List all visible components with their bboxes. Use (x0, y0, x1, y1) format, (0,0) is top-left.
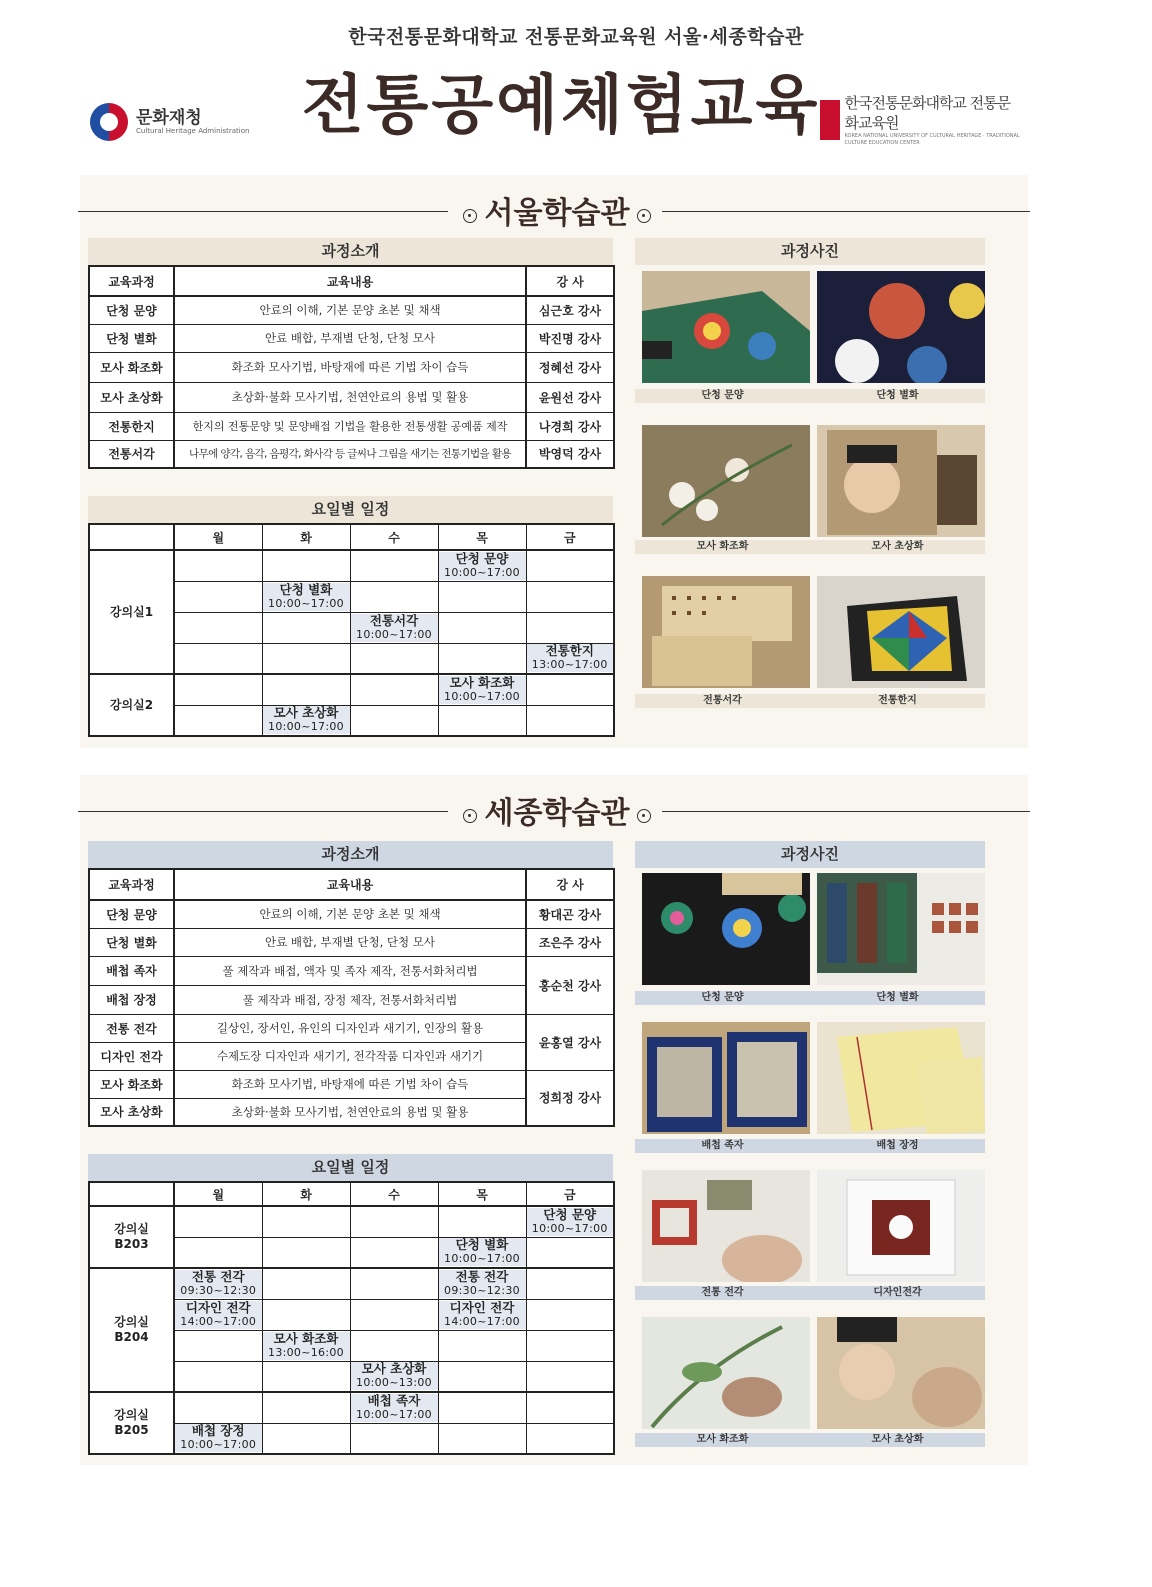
day-header: 수 (350, 1182, 438, 1206)
course-content: 나무에 양각, 음각, 음평각, 화사각 등 글씨나 그림을 새기는 전통기법을 활용 (174, 440, 526, 468)
table-row (89, 382, 614, 412)
table-row (89, 1392, 614, 1423)
course-intro-heading: 과정소개 (88, 238, 613, 265)
course-teacher: 윤원선 강사 (526, 382, 614, 412)
course-content: 초상화·불화 모사기법, 천연안료의 용법 및 활용 (174, 382, 526, 412)
photo-minhwa-flowers (642, 425, 810, 537)
photo-portrait (817, 425, 985, 537)
schedule-heading: 요일별 일정 (88, 496, 613, 523)
photo-caption: 모사 화조화 (635, 540, 810, 554)
photo-dancheong-byeolhwa (817, 271, 985, 383)
knuch-logo-text: 한국전통문화대학교 전통문화교육원 (844, 94, 1011, 132)
section-title: 서울학습관 (484, 196, 630, 231)
course-name: 단청 문양 (89, 296, 174, 324)
column-header: 강 사 (526, 869, 614, 900)
photo-caption: 배첩 장정 (810, 1139, 985, 1153)
photo-design-jeongak (817, 1170, 985, 1282)
course-name: 모사 초상화 (89, 382, 174, 412)
sejong-course-table (88, 868, 615, 1127)
photo-caption: 단청 별화 (810, 389, 985, 403)
column-header: 교육내용 (174, 869, 526, 900)
schedule-event: 모사 초상화 10:00~17:00 (262, 706, 350, 734)
table-row (89, 1070, 614, 1098)
course-content: 안료 배합, 부재별 단청, 단청 모사 (174, 928, 526, 956)
divider (662, 811, 1030, 812)
day-header: 금 (526, 1182, 614, 1206)
course-name: 배첩 족자 (89, 956, 174, 985)
course-content: 수제도장 디자인과 새기기, 전각작품 디자인과 새기기 (174, 1042, 526, 1070)
knuch-logo (820, 94, 1020, 146)
page-title: 전통공예체험교육 (301, 69, 821, 143)
schedule-event: 디자인 전각 14:00~17:00 (174, 1301, 262, 1329)
photo-hanji (817, 576, 985, 688)
day-header: 월 (174, 524, 262, 550)
schedule-event: 전통 전각 09:30~12:30 (438, 1270, 526, 1298)
table-header-row (89, 524, 614, 550)
course-teacher: 나경희 강사 (526, 412, 614, 440)
seoul-section-header (80, 183, 1028, 233)
schedule-event: 전통한지 13:00~17:00 (526, 644, 614, 672)
room-label: 강의실 B203 (89, 1206, 174, 1268)
table-row (89, 296, 614, 324)
photo-caption: 전통서각 (635, 694, 810, 708)
course-name: 단청 별화 (89, 928, 174, 956)
divider (662, 211, 1030, 212)
day-header: 목 (438, 524, 526, 550)
day-header: 목 (438, 1182, 526, 1206)
course-teacher: 조은주 강사 (526, 928, 614, 956)
table-row (89, 324, 614, 352)
photo-caption: 단청 별화 (810, 991, 985, 1005)
schedule-event: 모사 화조화 10:00~17:00 (438, 676, 526, 704)
photo-dancheong-byeolhwa (817, 873, 985, 985)
table-row (89, 956, 614, 985)
course-name: 모사 화조화 (89, 1070, 174, 1098)
table-row (89, 1206, 614, 1237)
header-subtitle: 한국전통문화대학교 전통문화교육원 서울·세종학습관 (348, 26, 804, 48)
course-photos-heading: 과정사진 (635, 238, 985, 265)
course-name: 모사 초상화 (89, 1098, 174, 1126)
photo-portrait (817, 1317, 985, 1429)
course-teacher: 정혜선 강사 (526, 352, 614, 382)
column-header: 교육내용 (174, 266, 526, 296)
room-label: 강의실 B205 (89, 1392, 174, 1454)
table-row (89, 928, 614, 956)
sejong-schedule-table (88, 1181, 615, 1455)
table-row (89, 412, 614, 440)
photo-caption: 디자인전각 (810, 1286, 985, 1300)
photo-baecheop-jangjeong (817, 1022, 985, 1134)
course-content: 한지의 전통문양 및 문양배접 기법을 활용한 전통생활 공예품 제작 (174, 412, 526, 440)
bullet-icon (637, 209, 651, 223)
seoul-section (80, 175, 1028, 748)
course-content: 길상인, 장서인, 유인의 디자인과 새기기, 인장의 활용 (174, 1014, 526, 1042)
course-name: 배첩 장정 (89, 985, 174, 1014)
photo-caption: 단청 문양 (635, 389, 810, 403)
course-content: 안료의 이해, 기본 문양 초본 및 채색 (174, 900, 526, 928)
photo-caption: 배첩 족자 (635, 1139, 810, 1153)
course-name: 디자인 전각 (89, 1042, 174, 1070)
course-name: 모사 화조화 (89, 352, 174, 382)
sejong-section-header (80, 783, 1028, 833)
course-teacher: 정희정 강사 (526, 1070, 614, 1126)
table-row (89, 550, 614, 581)
knuch-seal-icon (820, 100, 840, 140)
photo-dancheong-pattern (642, 873, 810, 985)
section-title: 세종학습관 (484, 796, 630, 831)
photo-caption: 모사 초상화 (810, 1433, 985, 1447)
course-name: 전통 전각 (89, 1014, 174, 1042)
course-teacher: 박진명 강사 (526, 324, 614, 352)
table-header-row (89, 869, 614, 900)
day-header: 월 (174, 1182, 262, 1206)
course-teacher: 윤홍열 강사 (526, 1014, 614, 1070)
course-teacher: 박영덕 강사 (526, 440, 614, 468)
room-label: 강의실1 (89, 550, 174, 674)
schedule-heading: 요일별 일정 (88, 1154, 613, 1181)
course-intro-heading: 과정소개 (88, 841, 613, 868)
knuch-logo-en: KOREA NATIONAL UNIVERSITY OF CULTURAL HERITAGE · TRADITIONAL CULTURE EDUCATION CENTER (844, 133, 1020, 146)
table-row (89, 1014, 614, 1042)
schedule-event: 단청 문양 10:00~17:00 (526, 1208, 614, 1236)
course-content: 화조화 모사기법, 바탕재에 따른 기법 차이 습득 (174, 1070, 526, 1098)
schedule-event: 단청 별화 10:00~17:00 (438, 1238, 526, 1266)
column-header: 강 사 (526, 266, 614, 296)
photo-caption: 단청 문양 (635, 991, 810, 1005)
cha-logo (90, 102, 270, 142)
day-header: 금 (526, 524, 614, 550)
divider (78, 811, 448, 812)
table-header-row (89, 266, 614, 296)
course-content: 안료 배합, 부재별 단청, 단청 모사 (174, 324, 526, 352)
table-row (89, 674, 614, 705)
divider (78, 211, 448, 212)
bullet-icon (463, 209, 477, 223)
photo-baecheop-jokja (642, 1022, 810, 1134)
photo-caption: 모사 화조화 (635, 1433, 810, 1447)
schedule-event: 모사 초상화 10:00~13:00 (350, 1362, 438, 1390)
photo-caption: 전통한지 (810, 694, 985, 708)
course-content: 풀 제작과 배접, 장정 제작, 전통서화처리법 (174, 985, 526, 1014)
column-header: 교육과정 (89, 869, 174, 900)
schedule-event: 배첩 장정 10:00~17:00 (174, 1424, 262, 1452)
cha-logo-text: 문화재청 (136, 107, 202, 128)
day-header: 수 (350, 524, 438, 550)
sejong-section (80, 775, 1028, 1465)
table-row (89, 352, 614, 382)
table-row (89, 900, 614, 928)
cha-logo-en: Cultural Heritage Administration (136, 126, 250, 135)
photo-dancheong-pattern (642, 271, 810, 383)
course-content: 안료의 이해, 기본 문양 초본 및 채색 (174, 296, 526, 324)
course-name: 단청 문양 (89, 900, 174, 928)
room-label: 강의실2 (89, 674, 174, 736)
cha-emblem-icon (90, 103, 128, 141)
seoul-schedule-table (88, 523, 615, 737)
course-photos-heading: 과정사진 (635, 841, 985, 868)
schedule-event: 전통서각 10:00~17:00 (350, 614, 438, 642)
course-teacher: 홍순천 강사 (526, 956, 614, 1014)
day-header: 화 (262, 524, 350, 550)
photo-minhwa-flowers (642, 1317, 810, 1429)
schedule-event: 디자인 전각 14:00~17:00 (438, 1301, 526, 1329)
schedule-event: 단청 별화 10:00~17:00 (262, 583, 350, 611)
schedule-event: 단청 문양 10:00~17:00 (438, 552, 526, 580)
table-row (89, 440, 614, 468)
schedule-event: 모사 화조화 13:00~16:00 (262, 1332, 350, 1360)
photo-seogak (642, 576, 810, 688)
course-name: 단청 별화 (89, 324, 174, 352)
course-teacher: 황대곤 강사 (526, 900, 614, 928)
schedule-event: 배첩 족자 10:00~17:00 (350, 1394, 438, 1422)
column-header: 교육과정 (89, 266, 174, 296)
photo-jeongak (642, 1170, 810, 1282)
photo-caption: 전통 전각 (635, 1286, 810, 1300)
table-header-row (89, 1182, 614, 1206)
course-teacher: 심근호 강사 (526, 296, 614, 324)
day-header: 화 (262, 1182, 350, 1206)
course-name: 전통서각 (89, 440, 174, 468)
seoul-course-table (88, 265, 615, 469)
table-row (89, 1268, 614, 1299)
course-content: 화조화 모사기법, 바탕재에 따른 기법 차이 습득 (174, 352, 526, 382)
course-content: 초상화·불화 모사기법, 천연안료의 용법 및 활용 (174, 1098, 526, 1126)
schedule-event: 전통 전각 09:30~12:30 (174, 1270, 262, 1298)
course-name: 전통한지 (89, 412, 174, 440)
course-content: 풀 제작과 배접, 액자 및 족자 제작, 전통서화처리법 (174, 956, 526, 985)
bullet-icon (637, 809, 651, 823)
bullet-icon (463, 809, 477, 823)
photo-caption: 모사 초상화 (810, 540, 985, 554)
room-label: 강의실 B204 (89, 1268, 174, 1392)
